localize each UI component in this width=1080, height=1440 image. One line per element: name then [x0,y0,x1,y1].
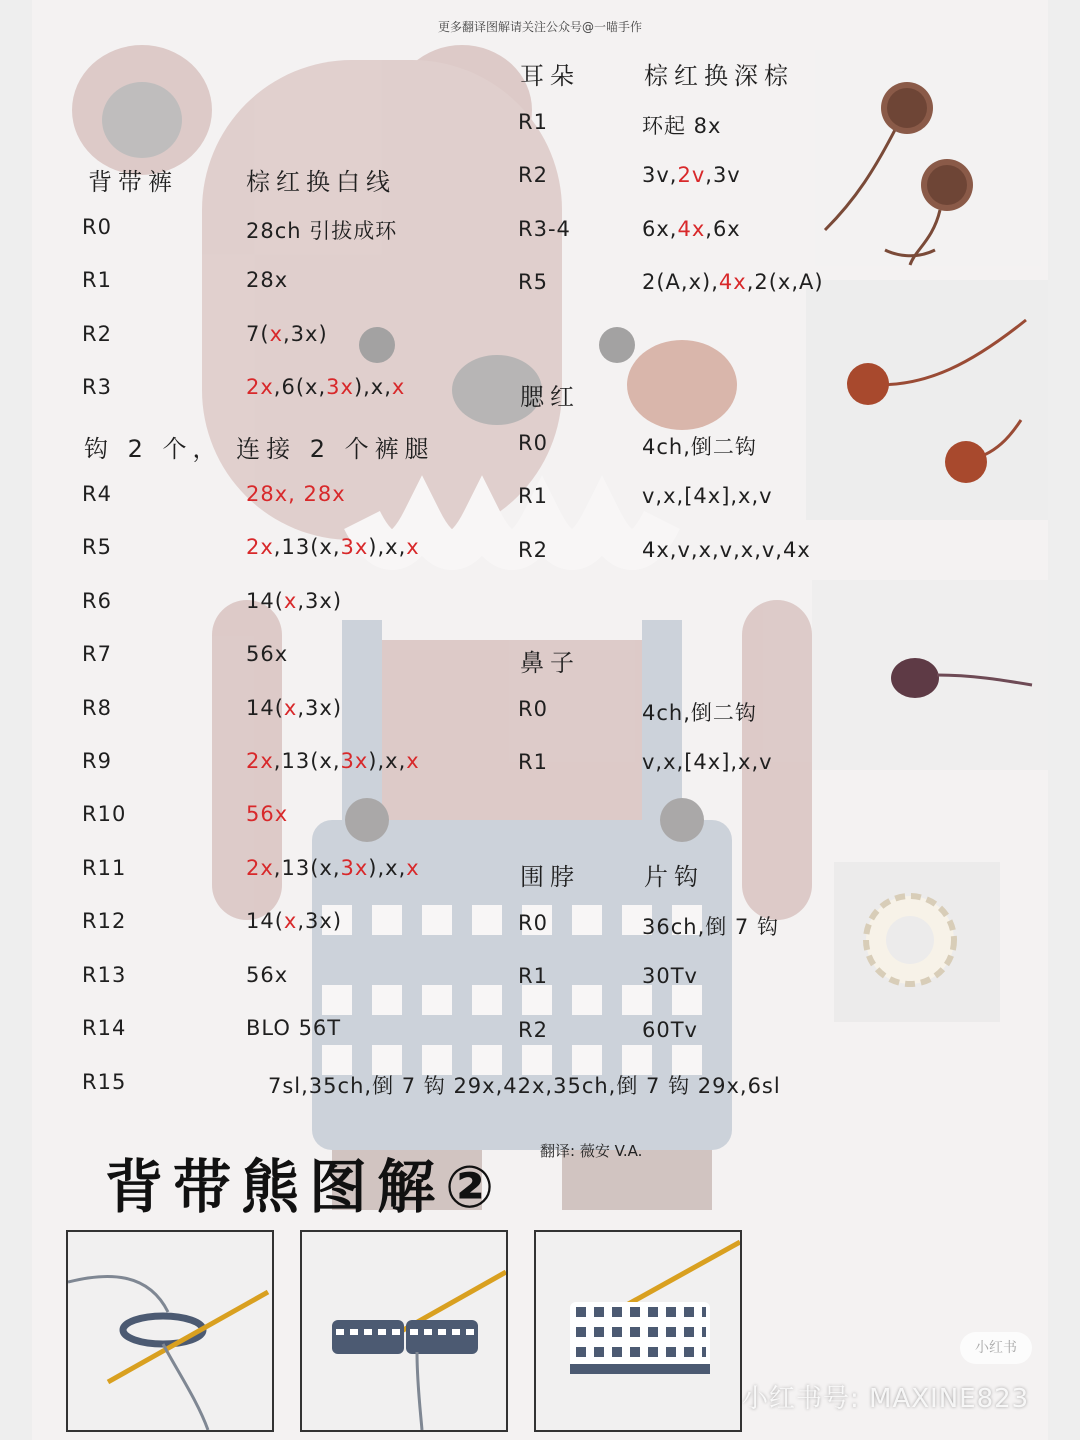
stitch-text: ),x, [353,375,392,399]
row-instruction [642,911,779,941]
stitch-text: v,x,[4x],x,v [642,750,773,774]
stitch-text: v,x,[4x],x,v [642,484,773,508]
stitch-text: 环起 8x [642,114,722,138]
row-label: R0 [518,911,548,935]
highlighted-stitch: 4x [718,270,747,294]
blush-photo [806,280,1048,520]
stitch-text: 6x, [642,217,678,241]
highlighted-stitch: x [391,375,406,399]
stitch-text: 28ch 引拔成环 [246,219,398,243]
row-label: R3 [82,375,112,399]
row-label: R1 [518,484,548,508]
row-label: R0 [82,215,112,239]
row-instruction [246,802,288,826]
stitch-text: 4ch,倒二钩 [642,435,757,459]
highlighted-stitch: 56x [246,802,289,826]
row-label: R6 [82,589,112,613]
stitch-text: 56x [246,963,289,987]
row-label: R13 [82,963,127,987]
stitch-text: ,13(x, [273,535,341,559]
row-label: R1 [518,110,548,134]
row-instruction [246,696,342,720]
highlighted-stitch: x [406,749,420,773]
row-instruction [246,963,288,987]
highlighted-stitch: x [283,696,298,720]
left-section-note: 棕红换白线 [246,168,396,196]
highlighted-stitch: x [406,535,420,559]
stitch-text: ,3v [705,163,741,187]
row-label: R4 [82,482,112,506]
stitch-text: 14( [246,696,284,720]
row-instruction [642,484,773,508]
row-instruction [246,856,420,880]
stitch-text: ,13(x, [273,856,341,880]
nose-photo [812,580,1048,770]
row-label: R14 [82,1016,127,1040]
row-instruction [642,110,721,140]
row-label: R0 [518,697,548,721]
row-instruction [246,749,420,773]
row-instruction [246,268,288,292]
watermark: 小红书号: MAXINE823 [742,1384,1030,1414]
highlighted-stitch: 2x [246,375,274,399]
pattern-title: 背带熊图解② [105,1153,505,1221]
row-label: R2 [518,1018,548,1042]
row-label: R5 [518,270,548,294]
row-label: R2 [518,538,548,562]
stitch-text: ,3x) [283,322,328,346]
row-label: R1 [82,268,112,292]
row-label: R0 [518,431,548,455]
stitch-text: BLO 56T [246,1016,342,1040]
row-label: R2 [82,322,112,346]
row-label: R9 [82,749,112,773]
stitch-text: 3v, [642,163,678,187]
row-label: R3-4 [518,217,571,241]
highlighted-stitch: 28x, 28x [246,482,346,506]
stitch-text: 28x [246,268,289,292]
row-label: R1 [518,750,548,774]
highlighted-stitch: x [406,856,420,880]
stitch-text: ,3x) [297,909,343,933]
step-photo-2 [300,1230,508,1432]
row-instruction [642,538,811,562]
join-legs-note: 钩 2 个， 连接 2 个裤腿 [84,435,435,463]
left-section-title: 背带裤 [88,168,178,196]
row-instruction [642,964,698,988]
row-instruction [642,270,824,294]
stitch-text: ,6x [705,217,741,241]
right-section-title: 围脖 [520,863,580,891]
row-label: R1 [518,964,548,988]
step-photo-3 [534,1230,742,1432]
stitch-text: ,13(x, [273,749,341,773]
right-section-title: 腮红 [520,383,580,411]
row-label: R2 [518,163,548,187]
highlighted-stitch: 2x [246,535,274,559]
row-text-r15: 7sl,35ch,倒 7 钩 29x,42x,35ch,倒 7 钩 29x,6sl [268,1074,781,1098]
row-label: R5 [82,535,112,559]
row-instruction [246,909,342,933]
highlighted-stitch: 3x [326,375,354,399]
row-instruction [246,482,346,506]
highlighted-stitch: 2x [246,856,274,880]
row-instruction [246,1016,341,1040]
stitch-text: ,3x) [297,589,343,613]
translator-credit: 翻译: 薇安 V.A. [540,1142,643,1160]
row-label: R7 [82,642,112,666]
right-section-title: 鼻子 [520,649,580,677]
step-photo-1 [66,1230,274,1432]
highlighted-stitch: 3x [340,535,369,559]
ear-photo [815,50,1041,266]
stitch-text: ),x, [368,856,407,880]
highlighted-stitch: 2x [246,749,274,773]
row-instruction [246,589,342,613]
row-instruction [642,163,741,187]
row-label: R8 [82,696,112,720]
row-instruction [246,322,328,346]
stitch-text: 14( [246,589,284,613]
row-label: R12 [82,909,127,933]
highlighted-stitch: 4x [677,217,706,241]
row-instruction [246,215,397,245]
stitch-text: 2(A,x), [642,270,719,294]
row-instruction [642,1018,698,1042]
stitch-text: 60Tv [642,1018,698,1042]
stitch-text: ,2(x,A) [746,270,824,294]
stitch-text: 30Tv [642,964,698,988]
stitch-text: ,6(x, [273,375,327,399]
highlighted-stitch: x [269,322,283,346]
stitch-text: 14( [246,909,284,933]
collar-photo [834,862,1000,1022]
row-label: R10 [82,802,127,826]
row-instruction [642,431,757,461]
row-instruction [642,697,757,727]
highlighted-stitch: 3x [340,749,369,773]
stitch-text: 7( [246,322,270,346]
stitch-text: ),x, [368,749,407,773]
stitch-text: 56x [246,642,289,666]
row-label-r15: R15 [82,1070,127,1094]
stitch-text: ,3x) [297,696,343,720]
stitch-text: ),x, [368,535,407,559]
row-instruction [246,375,405,399]
row-instruction [246,642,288,666]
right-section-title: 耳朵 [520,62,580,90]
row-instruction [246,535,420,559]
stitch-text: 4ch,倒二钩 [642,701,757,725]
right-section-note: 片钩 [644,863,704,891]
right-section-note: 棕红换深棕 [644,62,794,90]
highlighted-stitch: x [283,909,298,933]
stitch-text: 4x,v,x,v,x,v,4x [642,538,811,562]
stitch-text: 36ch,倒 7 钩 [642,915,779,939]
header-note: 更多翻译图解请关注公众号@一喵手作 [437,20,642,34]
highlighted-stitch: x [283,589,298,613]
highlighted-stitch: 3x [340,856,369,880]
xiaohongshu-badge: 小红书 [960,1332,1032,1364]
row-instruction [642,750,773,774]
row-instruction [642,217,741,241]
highlighted-stitch: 2v [677,163,706,187]
row-label: R11 [82,856,127,880]
